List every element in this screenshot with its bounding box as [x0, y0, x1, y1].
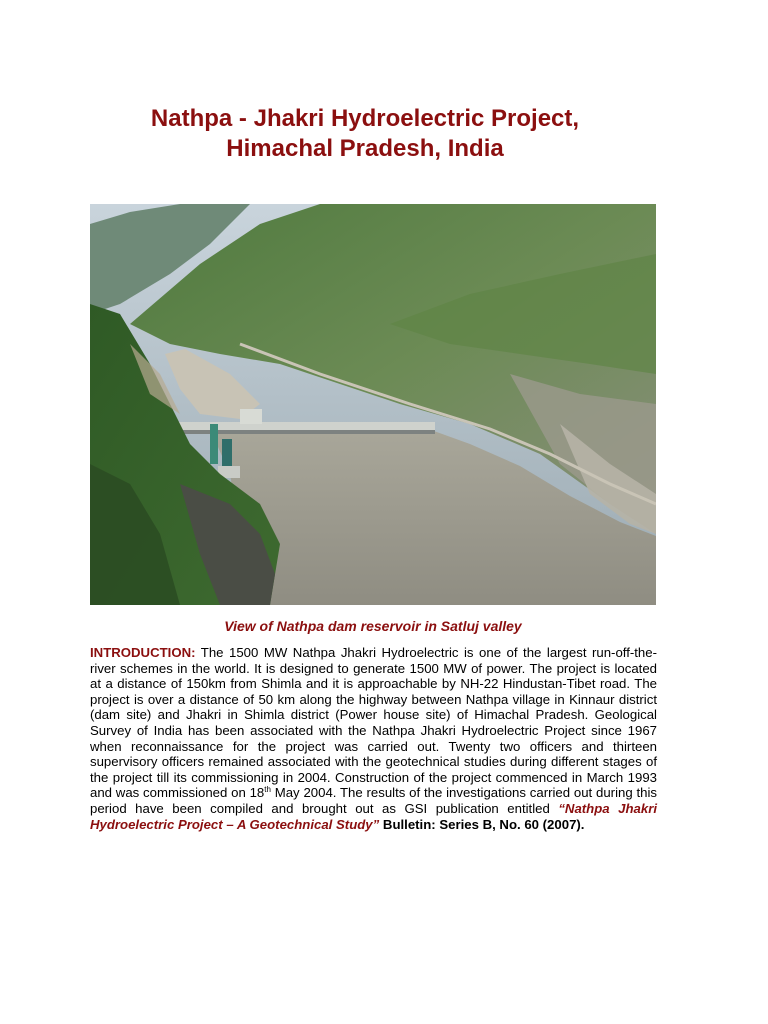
intro-label: INTRODUCTION:	[90, 645, 196, 660]
photo-caption: View of Nathpa dam reservoir in Satluj valley	[224, 618, 522, 634]
page-title	[0, 104, 730, 164]
date-superscript: th	[264, 785, 271, 795]
title-line-1: Nathpa - Jhakri Hydroelectric Project,	[150, 105, 580, 132]
title-line-2: Himachal Pradesh, India	[226, 135, 504, 162]
intro-text-2: May 2004. The results of the investigations carried out during this period have been compiled and brought out as GSI publication entitled	[90, 785, 657, 816]
introduction-paragraph	[90, 645, 657, 832]
intro-text-1: The 1500 MW Nathpa Jhakri Hydroelectric is one of the largest run-off-the-river schemes in the world. It is designed to generate 1500 MW of power. The project is located at a distance of 150km from Shimla and it is approachable by NH-22 Hindustan-Tibet road. The project is over a distance of 50 km along the highway between Nathpa village in Kinnaur district (dam site) and Jhakri in Shimla district (Power house site) of Himachal Pradesh. Geological Survey of India has been associated with the Nathpa Jhakri Hydroelectric Project since 1967 when reconnaissance for the project was carried out. Twenty two officers and thirteen supervisory officers remained associated with the geotechnical studies during different stages of the project till its commissioning in 2004. Construction of the project commenced in March 1993 and was commissioned on 18	[90, 645, 657, 801]
publication-reference: Bulletin: Series B, No. 60 (2007).	[379, 816, 585, 832]
publication-title: “Nathpa Jhakri Hydroelectric Project – A Geotechnical Study”	[90, 800, 657, 832]
reservoir-photo	[90, 204, 656, 605]
reservoir-photo-illustration	[90, 204, 656, 605]
